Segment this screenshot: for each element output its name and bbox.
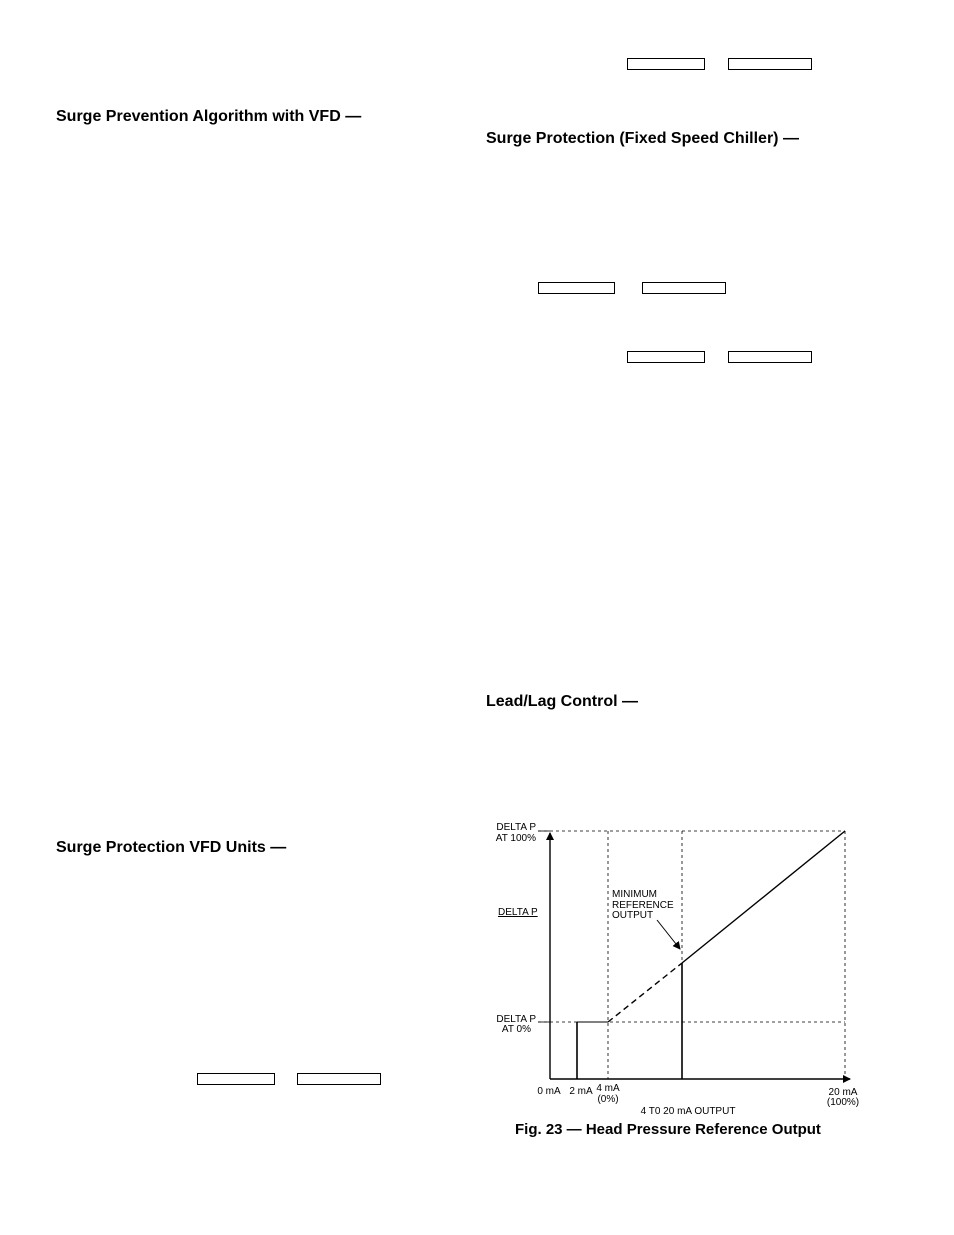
key-box xyxy=(538,282,615,294)
tick-label-20ma: 20 mA xyxy=(828,1087,858,1098)
annotation-reference: REFERENCE xyxy=(612,900,674,911)
key-box xyxy=(197,1073,275,1085)
heading-surge-protection-vfd-units: Surge Protection VFD Units — xyxy=(56,839,287,856)
label-delta-p-100-sub: AT 100% xyxy=(495,833,536,844)
x-axis-title: 4 T0 20 mA OUTPUT xyxy=(640,1106,736,1117)
label-delta-p-0-sub: AT 0% xyxy=(501,1024,531,1035)
series-line-solid xyxy=(682,831,845,963)
key-box xyxy=(728,58,812,70)
annotation-output: OUTPUT xyxy=(612,910,654,921)
key-box xyxy=(642,282,726,294)
key-box xyxy=(297,1073,381,1085)
key-box xyxy=(627,58,705,70)
label-delta-p: DELTA P xyxy=(498,907,538,918)
tick-label-4ma: 4 mA xyxy=(596,1083,620,1094)
tick-label-20ma-pct: (100%) xyxy=(826,1097,860,1108)
figure-caption: Fig. 23 — Head Pressure Reference Output xyxy=(515,1121,821,1138)
annotation-minimum: MINIMUM xyxy=(612,889,657,900)
key-box xyxy=(627,351,705,363)
label-delta-p-100: DELTA P xyxy=(496,822,536,833)
tick-label-0ma: 0 mA xyxy=(537,1086,561,1097)
key-box xyxy=(728,351,812,363)
heading-surge-prevention-vfd: Surge Prevention Algorithm with VFD — xyxy=(56,108,362,125)
series-line-dashed xyxy=(608,963,682,1022)
heading-lead-lag-control: Lead/Lag Control — xyxy=(486,693,638,710)
annotation-arrow xyxy=(657,920,680,949)
tick-label-2ma: 2 mA xyxy=(569,1086,593,1097)
heading-surge-protection-fixed-speed: Surge Protection (Fixed Speed Chiller) — xyxy=(486,130,799,147)
label-delta-p-0: DELTA P xyxy=(496,1014,536,1025)
head-pressure-reference-chart xyxy=(480,815,880,1120)
tick-label-4ma-pct: (0%) xyxy=(597,1094,619,1105)
